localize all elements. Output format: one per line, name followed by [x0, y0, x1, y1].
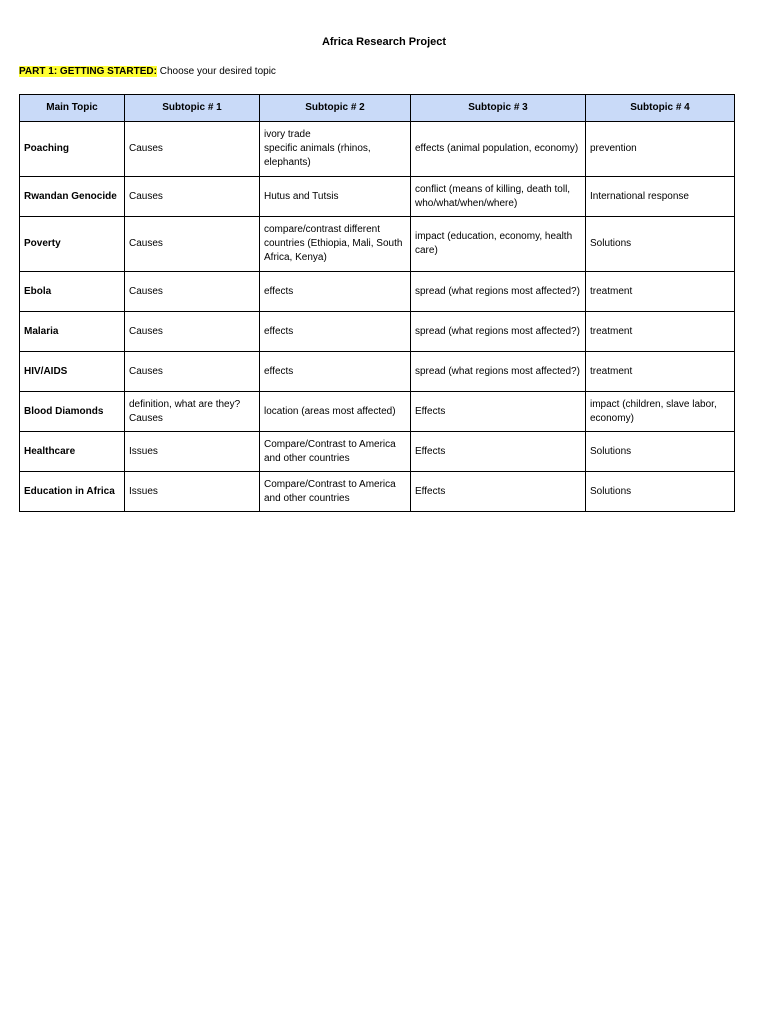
- subtopic-3-cell: conflict (means of killing, death toll, who/what/when/where): [411, 177, 586, 217]
- main-topic-cell: Poverty: [20, 217, 125, 272]
- part-label: PART 1: GETTING STARTED:: [19, 66, 157, 77]
- column-header-subtopic-3: Subtopic # 3: [411, 95, 586, 122]
- topic-table: [19, 94, 735, 512]
- subtopic-1-cell: definition, what are they? Causes: [125, 392, 260, 432]
- column-header-subtopic-4: Subtopic # 4: [586, 95, 735, 122]
- subtopic-4-cell: Solutions: [586, 432, 735, 472]
- main-topic-cell: HIV/AIDS: [20, 352, 125, 392]
- subtopic-2-cell: effects: [260, 352, 411, 392]
- subtopic-4-cell: Solutions: [586, 217, 735, 272]
- table-row: [20, 312, 735, 352]
- subtopic-4-cell: treatment: [586, 312, 735, 352]
- table-row: [20, 122, 735, 177]
- subtopic-4-cell: treatment: [586, 352, 735, 392]
- subtopic-1-cell: Causes: [125, 217, 260, 272]
- subtopic-2-cell: Hutus and Tutsis: [260, 177, 411, 217]
- main-topic-cell: Healthcare: [20, 432, 125, 472]
- subtopic-1-cell: Causes: [125, 177, 260, 217]
- subtopic-1-cell: Issues: [125, 472, 260, 512]
- main-topic-cell: Malaria: [20, 312, 125, 352]
- subtopic-2-cell: effects: [260, 312, 411, 352]
- part-instruction: Choose your desired topic: [159, 66, 276, 77]
- subtopic-2-cell: effects: [260, 272, 411, 312]
- table-row: [20, 392, 735, 432]
- subtopic-2-cell: Compare/Contrast to America and other countries: [260, 472, 411, 512]
- subtopic-1-cell: Causes: [125, 122, 260, 177]
- subtopic-3-cell: Effects: [411, 432, 586, 472]
- subtopic-3-cell: impact (education, economy, health care): [411, 217, 586, 272]
- main-topic-cell: Poaching: [20, 122, 125, 177]
- table-row: [20, 272, 735, 312]
- subtopic-1-cell: Causes: [125, 272, 260, 312]
- subtopic-3-cell: Effects: [411, 392, 586, 432]
- subtopic-1-cell: Causes: [125, 352, 260, 392]
- table-header-row: [20, 95, 735, 122]
- subtopic-3-cell: spread (what regions most affected?): [411, 272, 586, 312]
- main-topic-cell: Education in Africa: [20, 472, 125, 512]
- subtopic-2-cell: compare/contrast different countries (Ethiopia, Mali, South Africa, Kenya): [260, 217, 411, 272]
- table-row: [20, 177, 735, 217]
- page-title: Africa Research Project: [321, 36, 447, 48]
- subtopic-4-cell: Solutions: [586, 472, 735, 512]
- main-topic-cell: Rwandan Genocide: [20, 177, 125, 217]
- subtopic-3-cell: spread (what regions most affected?): [411, 312, 586, 352]
- column-header-subtopic-1: Subtopic # 1: [125, 95, 260, 122]
- table-row: [20, 352, 735, 392]
- subtopic-1-cell: Issues: [125, 432, 260, 472]
- column-header-main-topic: Main Topic: [20, 95, 125, 122]
- subtopic-1-cell: Causes: [125, 312, 260, 352]
- subtopic-3-cell: effects (animal population, economy): [411, 122, 586, 177]
- table-row: [20, 472, 735, 512]
- table-row: [20, 432, 735, 472]
- subtopic-4-cell: prevention: [586, 122, 735, 177]
- subtopic-2-cell: location (areas most affected): [260, 392, 411, 432]
- main-topic-cell: Blood Diamonds: [20, 392, 125, 432]
- subtopic-4-cell: impact (children, slave labor, economy): [586, 392, 735, 432]
- subtopic-4-cell: International response: [586, 177, 735, 217]
- subtopic-4-cell: treatment: [586, 272, 735, 312]
- part-heading: [19, 66, 276, 77]
- subtopic-2-cell: ivory trade specific animals (rhinos, elephants): [260, 122, 411, 177]
- subtopic-2-cell: Compare/Contrast to America and other countries: [260, 432, 411, 472]
- table-row: [20, 217, 735, 272]
- subtopic-3-cell: spread (what regions most affected?): [411, 352, 586, 392]
- subtopic-3-cell: Effects: [411, 472, 586, 512]
- main-topic-cell: Ebola: [20, 272, 125, 312]
- column-header-subtopic-2: Subtopic # 2: [260, 95, 411, 122]
